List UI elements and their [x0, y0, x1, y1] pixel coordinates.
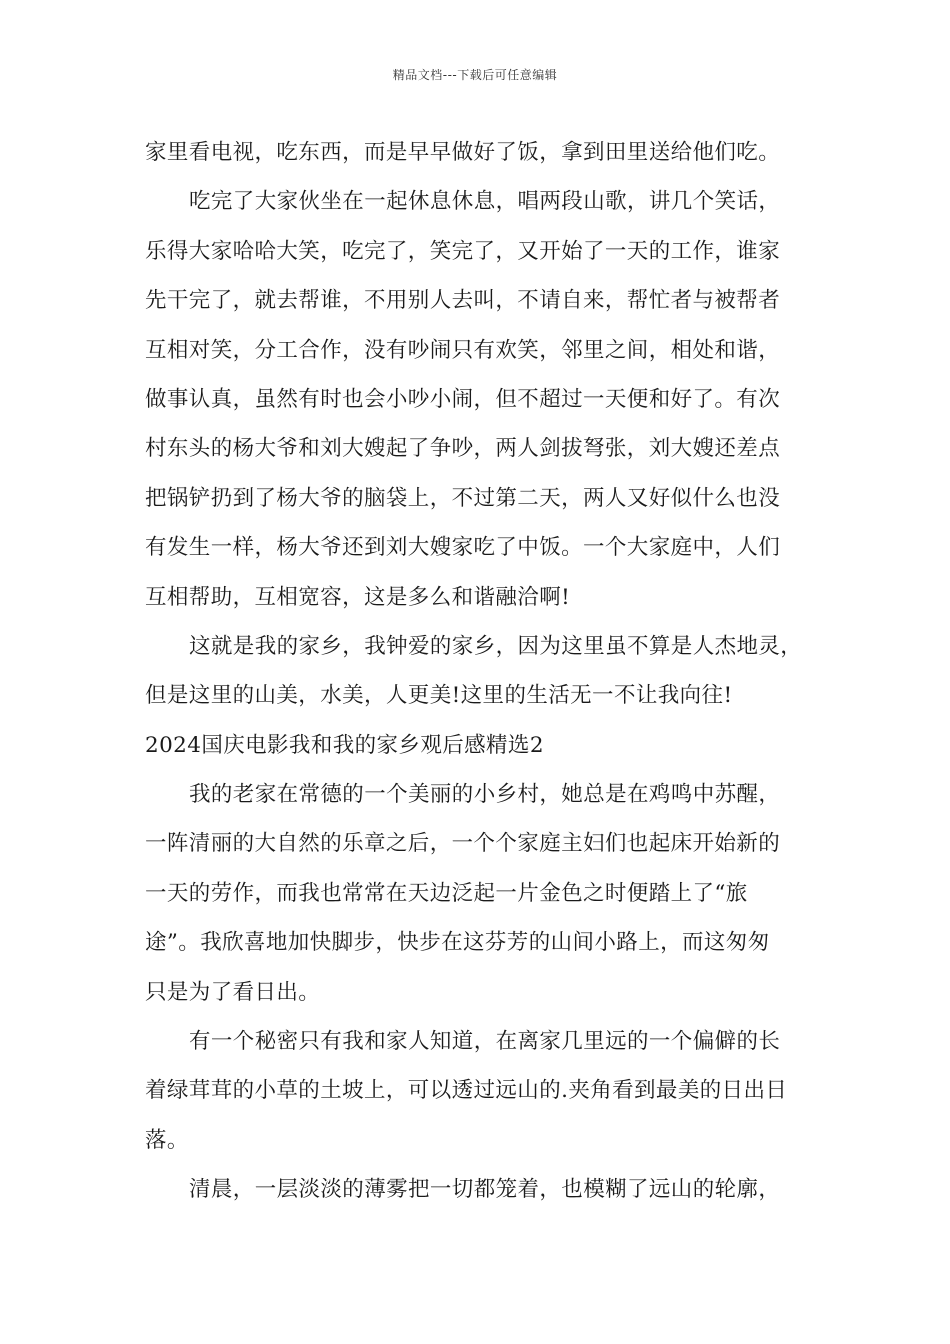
text-line: 只是为了看日出。 — [145, 979, 321, 1005]
text-line: 互相帮助，互相宽容，这是多么和谐融洽啊! — [145, 584, 571, 610]
text-line: 清晨，一层淡淡的薄雾把一切都笼着，也模糊了远山的轮廓， — [189, 1177, 781, 1203]
text-line: 但是这里的山美，水美，人更美!这里的生活无一不让我向往! — [145, 683, 733, 709]
text-line: 一天的劳作，而我也常常在天边泛起一片金色之时便踏上了“旅 — [145, 880, 748, 906]
text-line: 乐得大家哈哈大笑，吃完了，笑完了，又开始了一天的工作，谁家 — [145, 238, 781, 264]
text-line: 着绿茸茸的小草的土坡上，可以透过远山的.夹角看到最美的日出日 — [145, 1078, 788, 1104]
text-line: 家里看电视，吃东西，而是早早做好了饭，拿到田里送给他们吃。 — [145, 140, 781, 165]
text-line: 把锅铲扔到了杨大爷的脑袋上，不过第二天，两人又好似什么也没 — [145, 485, 781, 511]
section-heading: 2024国庆电影我和我的家乡观后感精选2 — [145, 732, 544, 758]
text-line: 村东头的杨大爷和刘大嫂起了争吵，两人剑拔弩张，刘大嫂还差点 — [145, 436, 781, 462]
text-line: 一阵清丽的大自然的乐章之后，一个个家庭主妇们也起床开始新的 — [145, 831, 781, 857]
text-line: 互相对笑，分工合作，没有吵闹只有欢笑，邻里之间，相处和谐， — [145, 337, 781, 363]
text-line: 做事认真，虽然有时也会小吵小闹，但不超过一天便和好了。有次 — [145, 386, 781, 412]
text-line: 吃完了大家伙坐在一起休息休息，唱两段山歌，讲几个笑话， — [189, 189, 781, 215]
text-line: 先干完了，就去帮谁，不用别人去叫，不请自来，帮忙者与被帮者 — [145, 288, 781, 314]
text-line: 这就是我的家乡，我钟爱的家乡，因为这里虽不算是人杰地灵， — [189, 633, 803, 659]
text-line: 我的老家在常德的一个美丽的小乡村，她总是在鸡鸣中苏醒， — [189, 782, 781, 808]
text-line: 有发生一样，杨大爷还到刘大嫂家吃了中饭。一个大家庭中，人们 — [145, 535, 781, 561]
text-line: 途”。我欣喜地加快脚步，快步在这芬芳的山间小路上，而这匆匆 — [145, 930, 770, 956]
page-header: 精品文档---下载后可任意编辑 — [392, 68, 558, 82]
text-line: 有一个秘密只有我和家人知道，在离家几里远的一个偏僻的长 — [189, 1029, 781, 1055]
document-body — [145, 128, 835, 1215]
text-line: 落。 — [145, 1127, 189, 1153]
